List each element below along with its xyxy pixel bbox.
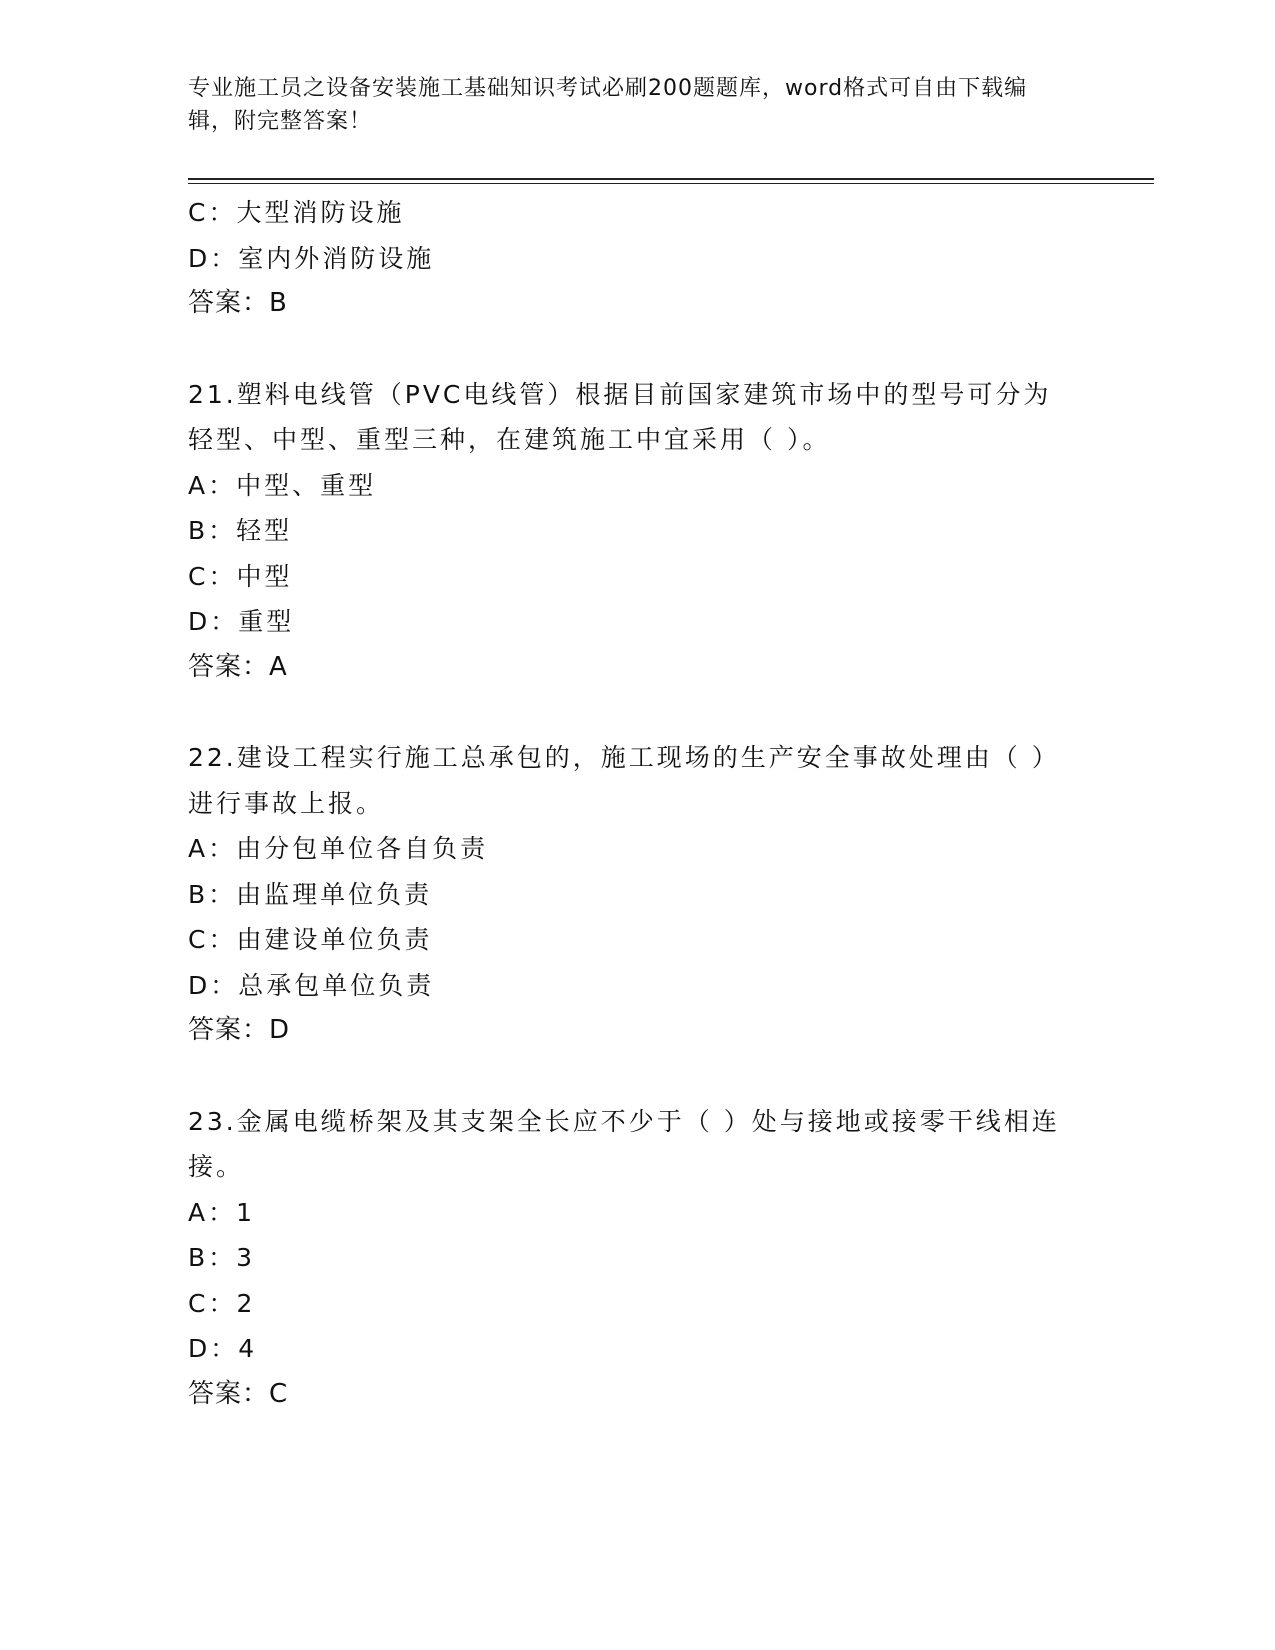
question-22 xyxy=(188,735,1068,1054)
option-b: B：3 xyxy=(188,1243,256,1272)
option-c: C：中型 xyxy=(188,561,293,591)
option-d: D：总承包单位负责 xyxy=(188,970,435,1000)
question-text: 22.建设工程实行施工总承包的，施工现场的生产安全事故处理由（ ）进行事故上报。 xyxy=(188,743,1060,818)
continued-question xyxy=(188,190,1068,327)
answer-line: 答案：A xyxy=(188,651,288,682)
answer-line: 答案：C xyxy=(188,1378,289,1409)
answer-line: 答案：B xyxy=(188,288,288,318)
option-d: D：室内外消防设施 xyxy=(188,243,435,273)
option-c: C：由建设单位负责 xyxy=(188,925,433,954)
option-c: C：大型消防设施 xyxy=(188,198,405,227)
option-a: A：1 xyxy=(188,1197,256,1227)
question-text: 23.金属电缆桥架及其支架全长应不少于（ ）处与接地或接零干线相连接。 xyxy=(188,1106,1060,1181)
question-23 xyxy=(188,1099,1068,1418)
answer-line: 答案：D xyxy=(188,1015,291,1045)
option-c: C：2 xyxy=(188,1288,256,1318)
option-a: A：中型、重型 xyxy=(188,470,377,500)
header-divider xyxy=(188,178,1154,184)
option-b: B：由监理单位负责 xyxy=(188,879,433,909)
option-d: D：重型 xyxy=(188,607,295,636)
document-header xyxy=(188,72,1068,138)
option-b: B：轻型 xyxy=(188,516,293,545)
option-d: D：4 xyxy=(188,1334,258,1363)
document-title: 专业施工员之设备安装施工基础知识考试必刷200题题库，word格式可自由下载编辑，附完整答案！ xyxy=(188,76,1028,134)
spacer xyxy=(188,690,1068,735)
option-a: A：由分包单位各自负责 xyxy=(188,834,489,863)
question-text: 21.塑料电线管（PVC电线管）根据目前国家建筑市场中的型号可分为轻型、中型、重型三种，在建筑施工中宜采用（ ）。 xyxy=(188,379,1052,454)
spacer xyxy=(188,327,1068,372)
spacer xyxy=(188,1054,1068,1099)
document-body xyxy=(188,190,1068,1417)
question-21 xyxy=(188,372,1068,691)
